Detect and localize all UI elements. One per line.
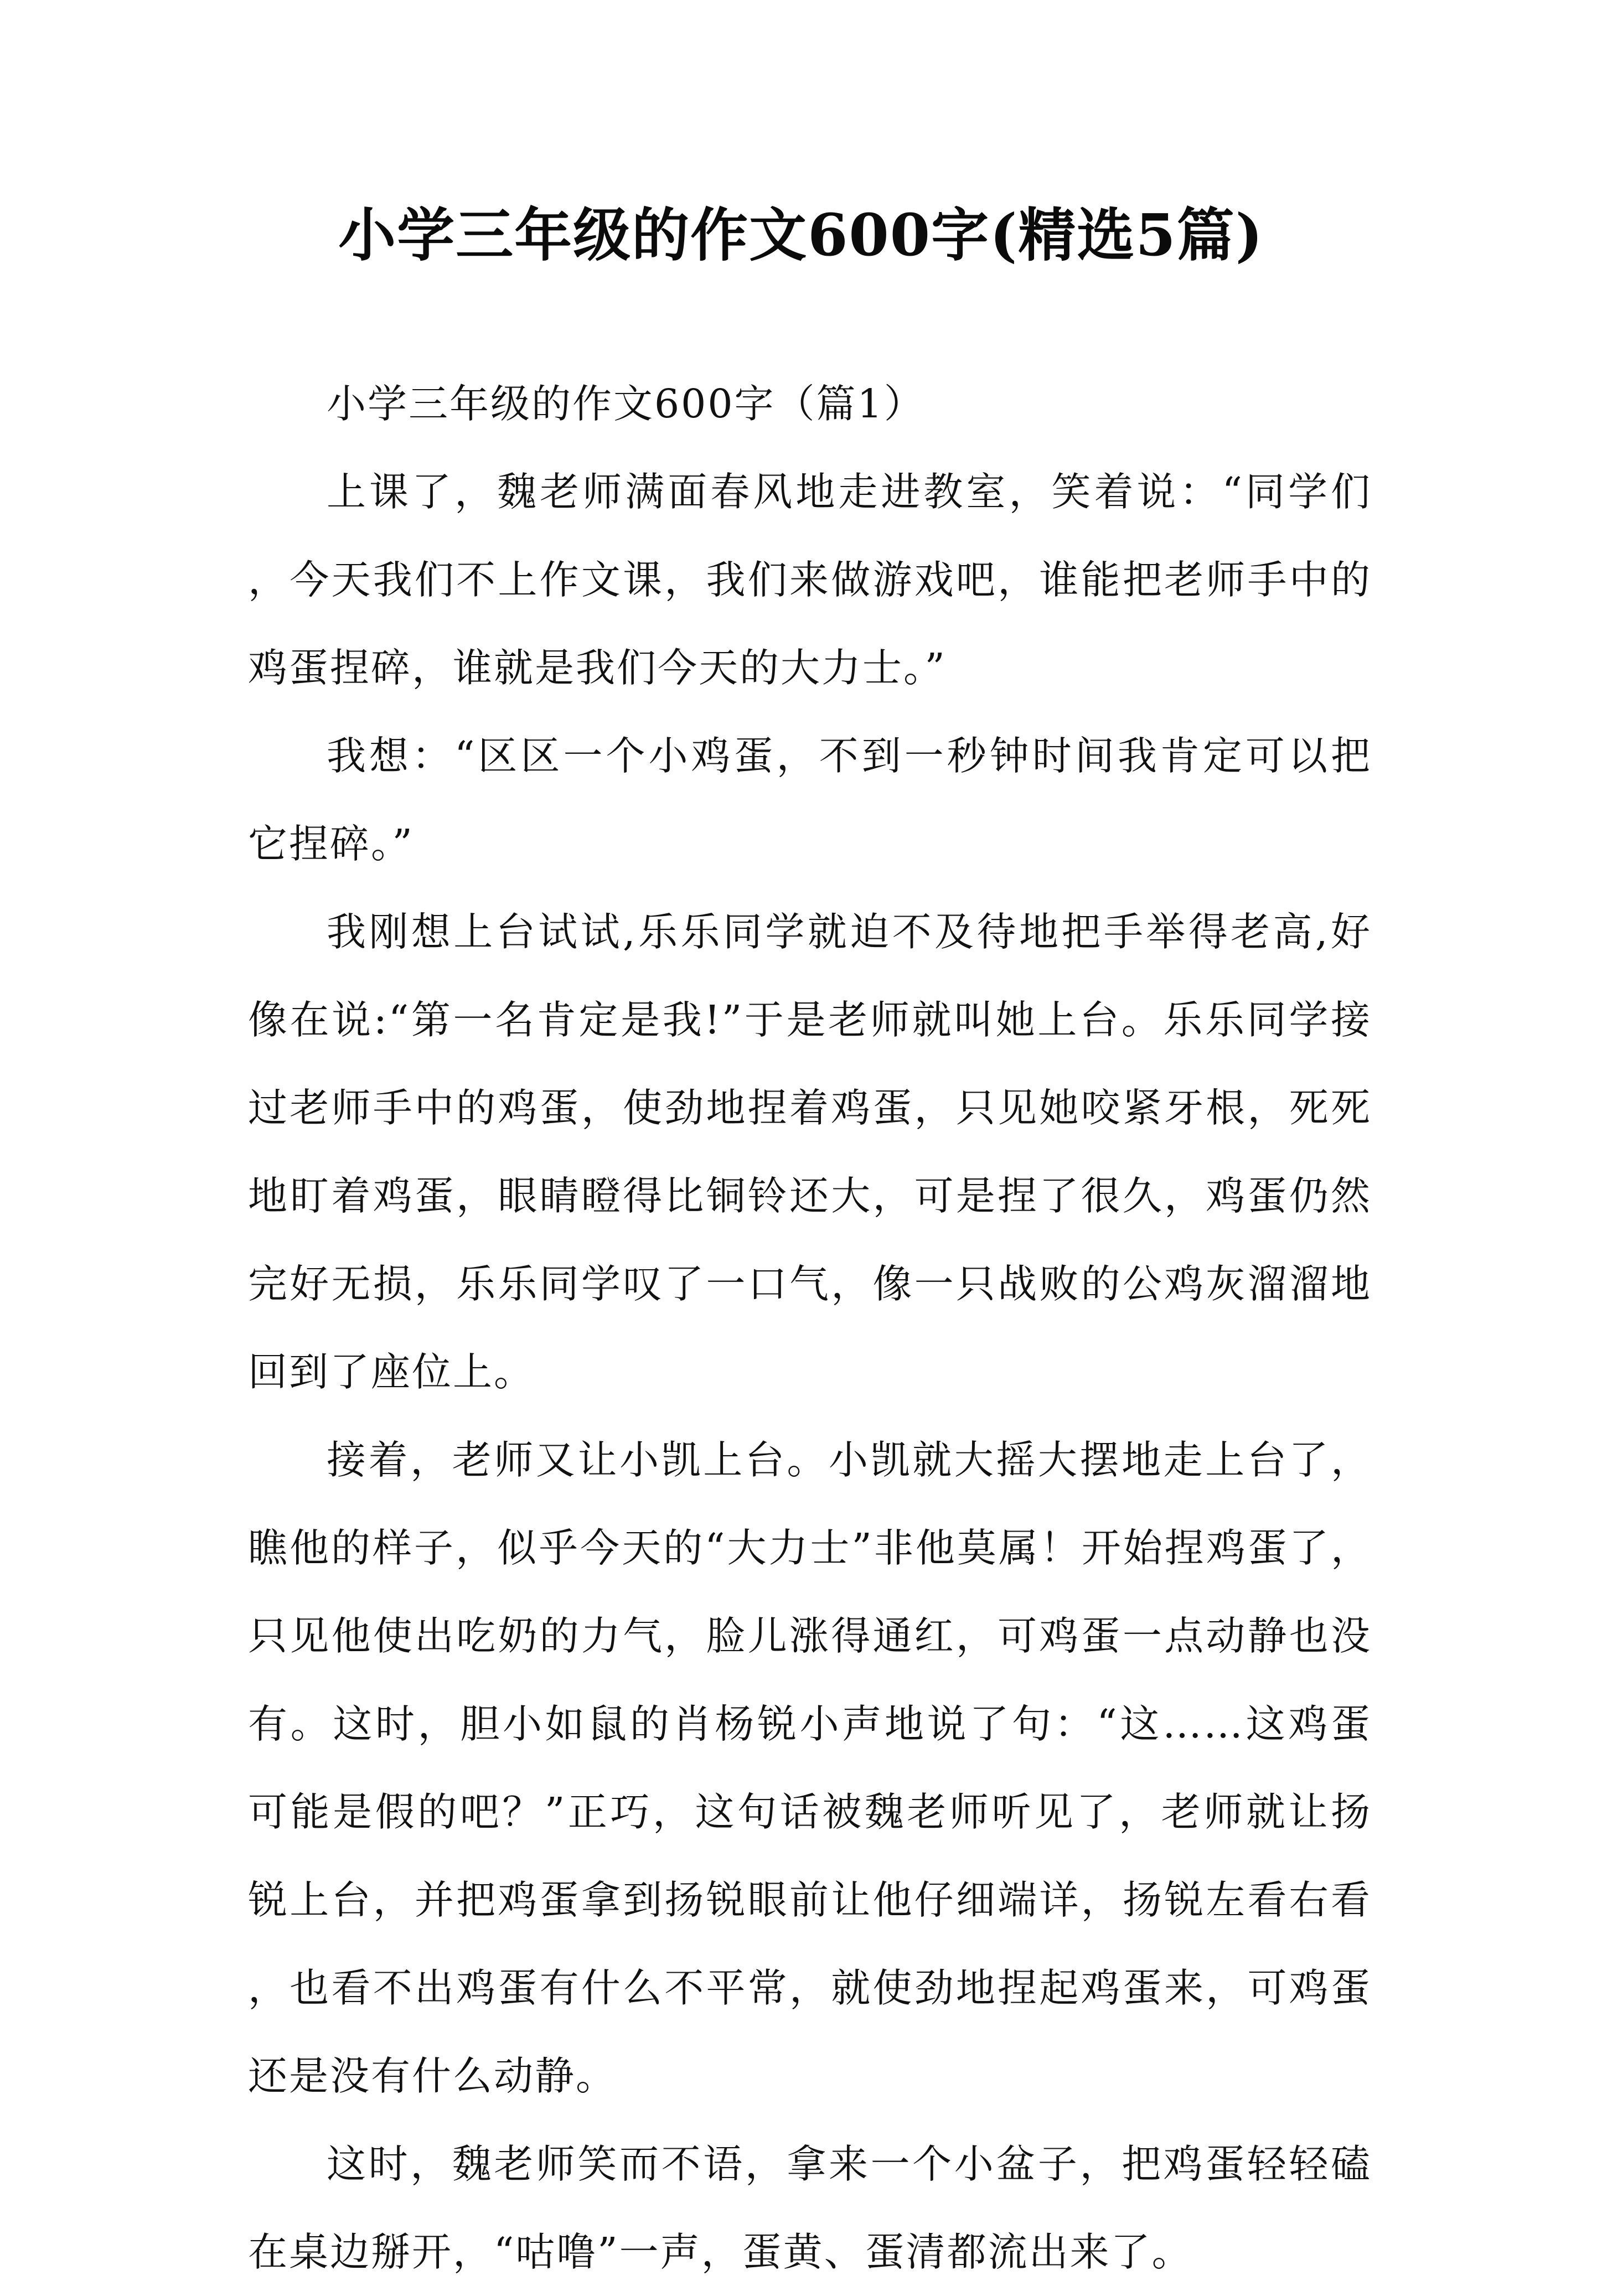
- document-body: [248, 360, 1372, 2296]
- paragraph: 上课了，魏老师满面春风地走进教室，笑着说：“同学们，今天我们不上作文课，我们来做游戏吧，谁能把老师手中的鸡蛋捏碎，谁就是我们今天的大力士。”: [248, 469, 1372, 691]
- paragraph: 我想：“区区一个小鸡蛋，不到一秒钟时间我肯定可以把它捏碎。”: [248, 733, 1372, 867]
- section-heading: 小学三年级的作文600字（篇1）: [327, 381, 925, 427]
- document-title: 小学三年级的作文600字(精选5篇): [338, 201, 1264, 269]
- paragraph: 这时，魏老师笑而不语，拿来一个小盆子，把鸡蛋轻轻磕在桌边掰开，“咕噜”一声，蛋黄、蛋清都流出来了。: [248, 2141, 1372, 2275]
- paragraph: 我刚想上台试试,乐乐同学就迫不及待地把手举得老高,好像在说:“第一名肯定是我!”于是老师就叫她上台。乐乐同学接过老师手中的鸡蛋，使劲地捏着鸡蛋，只见她咬紧牙根，死死地盯着鸡蛋，眼睛瞪得比铜铃还大，可是捏了很久，鸡蛋仍然完好无损，乐乐同学叹了一口气，像一只战败的公鸡灰溜溜地回到了座位上。: [248, 909, 1372, 1395]
- paragraph: 接着，老师又让小凯上台。小凯就大摇大摆地走上台了，瞧他的样子，似乎今天的“大力士”非他莫属！开始捏鸡蛋了，只见他使出吃奶的力气，脸儿涨得通红，可鸡蛋一点动静也没有。这时，胆小如鼠的肖杨锐小声地说了句：“这……这鸡蛋可能是假的吧？”正巧，这句话被魏老师听见了，老师就让扬锐上台，并把鸡蛋拿到扬锐眼前让他仔细端详，扬锐左看右看，也看不出鸡蛋有什么不平常，就使劲地捏起鸡蛋来，可鸡蛋还是没有什么动静。: [248, 1437, 1372, 2099]
